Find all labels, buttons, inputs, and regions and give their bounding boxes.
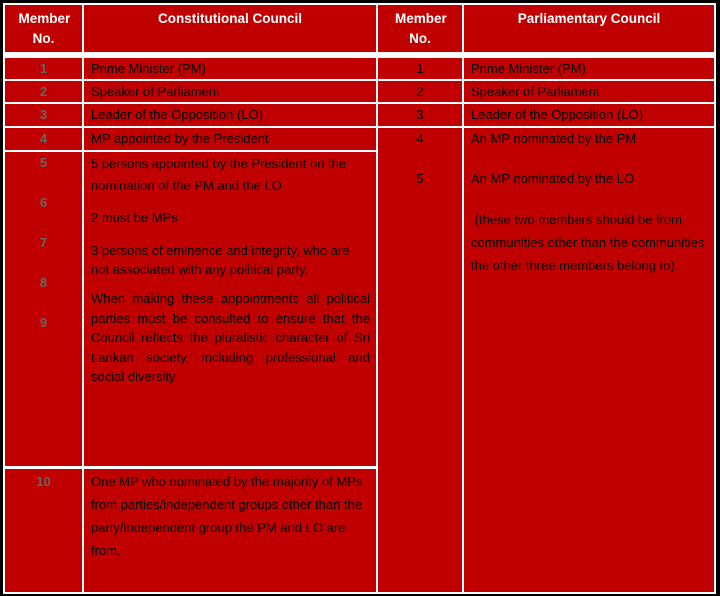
- header-member-no-left: [5, 5, 82, 52]
- pc-row-2-no: 2: [378, 81, 462, 102]
- cc-no-8: 8: [39, 275, 48, 290]
- header-parliamentary-council: [464, 5, 714, 52]
- header-label: Constitutional Council: [158, 11, 302, 26]
- pc-note-communities: (these two members should be from communities other than the communities the other three members belong to).: [471, 212, 709, 273]
- cc-para-consultation: When making these appointments all political parties must be consulted to ensure that the Council reflects the pluralistic character of Sri Lankan society, including professional and social diversity: [91, 291, 370, 384]
- cc-no-7: 7: [39, 235, 48, 250]
- pc-row-1-text: Prime Minister (PM): [464, 58, 714, 79]
- pc-no-5: 5: [416, 171, 424, 186]
- pc-row-2-text: Speaker of Parliament: [464, 81, 714, 102]
- cc-no-6: 6: [39, 195, 48, 210]
- cc-row-3-text: Leader of the Opposition (LO): [84, 104, 376, 126]
- pc-row-1-no: 1: [378, 58, 462, 79]
- header-label: Member No.: [395, 11, 447, 46]
- cc-para-mps: 2 must be MPs: [91, 210, 178, 225]
- pc-group-numbers: [378, 128, 462, 592]
- cc-row-4-text: MP appointed by the President: [84, 128, 376, 150]
- header-constitutional-council: [84, 5, 376, 52]
- header-label: Parliamentary Council: [517, 11, 661, 26]
- cc-row-3-no: 3: [5, 104, 82, 126]
- header-label: Member No.: [18, 11, 71, 46]
- cc-row-2-no: 2: [5, 81, 82, 102]
- cc-row-4-no: 4: [5, 128, 82, 150]
- pc-group-text: [464, 128, 714, 592]
- cc-group-text: [84, 152, 376, 466]
- cc-row-2-text: Speaker of Parliament: [84, 81, 376, 102]
- cc-no-5: 5: [39, 155, 48, 170]
- cc-no-9: 9: [39, 315, 48, 330]
- cc-para-appointment: 5 persons appointed by the President on the nomination of the PM and the LO: [91, 156, 347, 193]
- cc-row-1-no: 1: [5, 58, 82, 79]
- pc-no-4: 4: [416, 131, 424, 146]
- header-member-no-right: [378, 5, 462, 52]
- cc-row-1-text: Prime Minister (PM): [84, 58, 376, 79]
- cc-para-eminence: 3 persons of eminence and integrity, who are not associated with any political party.: [91, 243, 350, 277]
- cc-group-numbers: [5, 152, 82, 466]
- pc-line-lo-nominee: An MP nominated by the LO: [471, 171, 635, 186]
- pc-row-3-no: 3: [378, 104, 462, 126]
- pc-row-3-text: Leader of the Opposition (LO): [464, 104, 714, 126]
- cc-row-10-no: 10: [5, 469, 82, 592]
- pc-line-pm-nominee: An MP nominated by the PM: [471, 131, 637, 146]
- cc-row-10-text: One MP who nominated by the majority of MPs from parties/independent groups other than the party/independent group the PM and LO are from.: [84, 469, 376, 592]
